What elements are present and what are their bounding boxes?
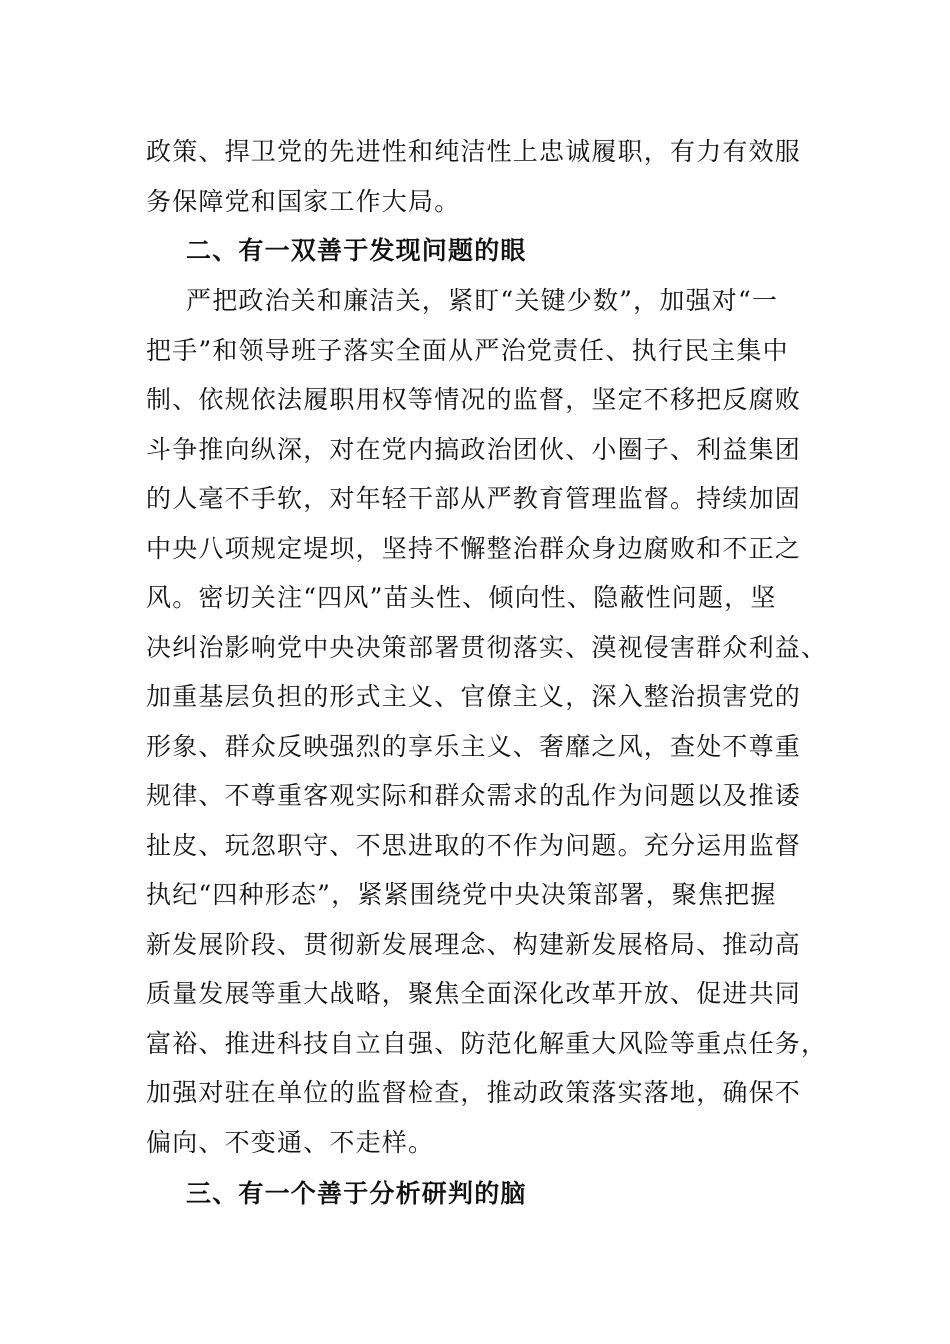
body-text-line: 加重基层负担的形式主义、官僚主义，深入整治损害党的 [146, 682, 802, 711]
body-text-line: 把手”和领导班子落实全面从严治党责任、执行民主集中 [146, 336, 789, 365]
body-text-line: 形象、群众反映强烈的享乐主义、奢靡之风，查处不尊重 [146, 732, 802, 761]
body-text-line: 的人毫不手软，对年轻干部从严教育管理监督。持续加固 [146, 484, 802, 513]
body-text-line: 风。密切关注“四风”苗头性、倾向性、隐蔽性问题，坚 [146, 583, 777, 612]
body-text-line: 政策、捍卫党的先进性和纯洁性上忠诚履职，有力有效服 [146, 137, 802, 166]
section-heading-2: 二、有一双善于发现问题的眼 [186, 236, 527, 265]
body-text-line: 新发展阶段、贯彻新发展理念、构建新发展格局、推动高 [146, 930, 802, 959]
body-text-line: 斗争推向纵深，对在党内搞政治团伙、小圈子、利益集团 [146, 435, 802, 464]
body-text-line: 富裕、推进科技自立自强、防范化解重大风险等重点任务， [146, 1029, 828, 1058]
body-text-line: 中央八项规定堤坝，坚持不懈整治群众身边腐败和不正之 [146, 534, 802, 563]
body-text-line: 决纠治影响党中央决策部署贯彻落实、漠视侵害群众利益、 [146, 633, 828, 662]
body-text-line: 执纪“四种形态”，紧紧围绕党中央决策部署，聚焦把握 [146, 880, 777, 909]
body-text-line: 制、依规依法履职用权等情况的监督，坚定不移把反腐败 [146, 385, 802, 414]
body-text-line: 质量发展等重大战略，聚焦全面深化改革开放、促进共同 [146, 979, 802, 1008]
body-text-line: 加强对驻在单位的监督检查，推动政策落实落地，确保不 [146, 1078, 802, 1107]
section-heading-3: 三、有一个善于分析研判的脑 [186, 1179, 527, 1208]
body-text-line: 务保障党和国家工作大局。 [146, 187, 461, 216]
body-text-line: 扯皮、玩忽职守、不思进取的不作为问题。充分运用监督 [146, 831, 802, 860]
body-text-line: 偏向、不变通、不走样。 [146, 1128, 435, 1157]
paragraph-first-line: 严把政治关和廉洁关，紧盯“关键少数”，加强对“一 [186, 286, 779, 315]
body-text-line: 规律、不尊重客观实际和群众需求的乱作为问题以及推诿 [146, 781, 802, 810]
